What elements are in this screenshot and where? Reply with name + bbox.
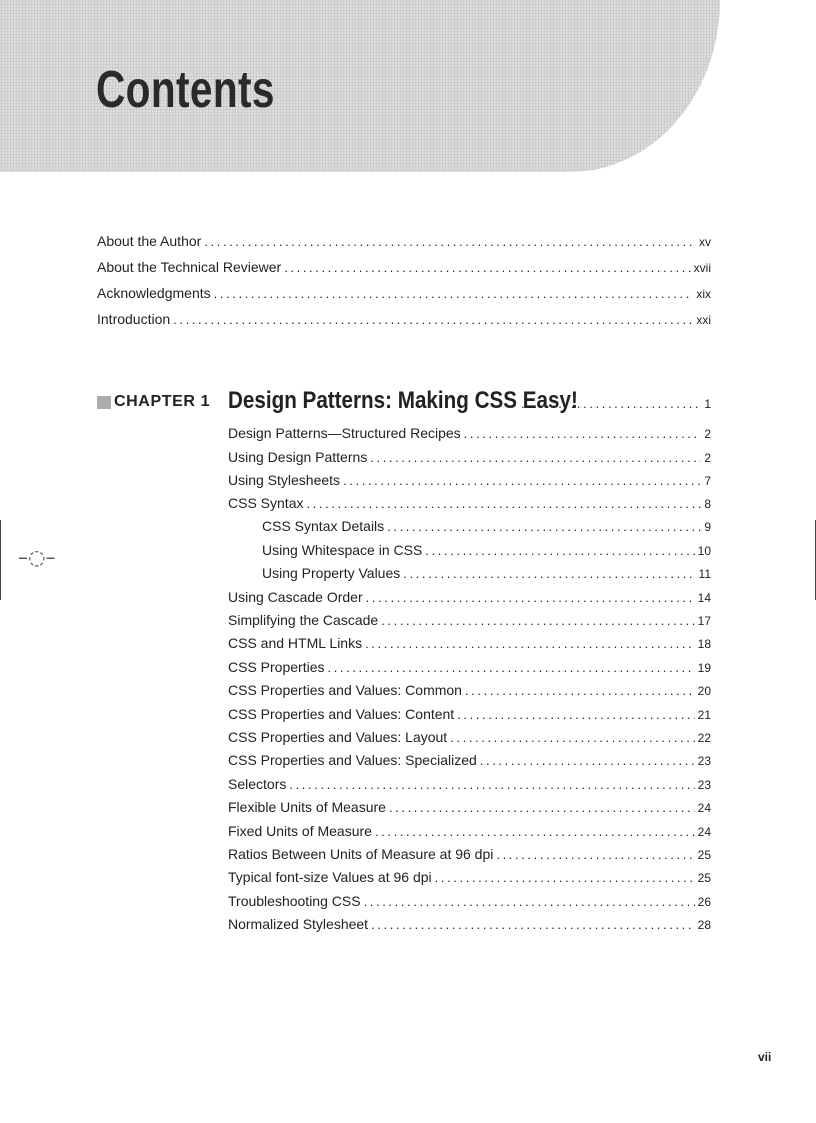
toc-entry-page: 14 (697, 591, 711, 605)
toc-entry-title: Using Stylesheets (228, 472, 341, 488)
toc-entry-page: 28 (697, 918, 711, 932)
toc-entry-title: Ratios Between Units of Measure at 96 dpi (228, 846, 494, 862)
dot-leader (389, 800, 695, 815)
margin-line-left (0, 520, 1, 600)
dot-leader (371, 917, 695, 932)
toc-entry-page: 21 (697, 708, 711, 722)
toc-entry[interactable] (228, 916, 711, 932)
dot-leader (450, 730, 694, 745)
toc-entry[interactable] (228, 823, 711, 839)
dot-leader (435, 870, 695, 885)
toc-entry-title: CSS Properties and Values: Common (228, 682, 462, 698)
chapter-page: 1 (704, 397, 711, 411)
toc-entry-page: xix (696, 287, 711, 301)
page-number: vii (758, 1050, 772, 1064)
toc-subentry[interactable] (262, 518, 711, 534)
toc-entry-page: 23 (697, 778, 711, 792)
toc-entry-title: Fixed Units of Measure (228, 823, 372, 839)
toc-entry-title: Simplifying the Cascade (228, 612, 379, 628)
toc-entry[interactable] (228, 449, 711, 465)
dot-leader (204, 234, 696, 249)
dot-leader (343, 473, 701, 488)
registration-mark-icon: –◌– (18, 545, 56, 569)
toc-entry[interactable] (97, 311, 711, 327)
toc-entry-title: Using Design Patterns (228, 449, 368, 465)
toc-entry[interactable] (228, 472, 711, 488)
toc-entry[interactable] (228, 612, 711, 628)
toc-entry-page: xv (699, 235, 711, 249)
chapter-title: Design Patterns: Making CSS Easy! (228, 387, 578, 414)
toc-entry-page: xxi (696, 313, 711, 327)
dot-leader (375, 824, 695, 839)
toc-entry-title: CSS Properties (228, 659, 325, 675)
toc-entry-title: CSS Properties and Values: Layout (228, 729, 448, 745)
dot-leader (425, 543, 694, 558)
toc-entry-page: 26 (697, 895, 711, 909)
toc-entry[interactable] (228, 635, 711, 651)
dot-leader (464, 426, 702, 441)
toc-entry-title: Typical font-size Values at 96 dpi (228, 869, 432, 885)
toc-subentry[interactable] (262, 542, 711, 558)
toc-entry-title: About the Author (97, 233, 202, 249)
dot-leader (403, 566, 695, 581)
toc-entry-title: CSS Syntax (228, 495, 304, 511)
dot-leader (214, 286, 694, 301)
toc-entry-page: xvii (693, 261, 711, 275)
toc-entry[interactable] (228, 846, 711, 862)
toc-entry-page: 25 (697, 871, 711, 885)
toc-entry[interactable] (97, 259, 711, 275)
toc-entry[interactable] (228, 776, 711, 792)
toc-entry-page: 22 (697, 731, 711, 745)
toc-entry-title: About the Technical Reviewer (97, 259, 282, 275)
toc-entry[interactable] (228, 729, 711, 745)
toc-entry-page: 9 (704, 520, 711, 534)
chapter-title-entry[interactable] (228, 387, 711, 415)
toc-entry[interactable] (228, 752, 711, 768)
chapter-number: CHAPTER 1 (114, 393, 211, 410)
toc-entry-page: 24 (697, 825, 711, 839)
toc-entry-page: 11 (698, 567, 711, 581)
dot-leader (387, 519, 701, 534)
toc-entry-page: 19 (697, 661, 711, 675)
dot-leader (365, 636, 695, 651)
toc-entry-title: Using Whitespace in CSS (262, 542, 423, 558)
dot-leader (306, 496, 701, 511)
toc-entry[interactable] (228, 659, 711, 675)
dot-leader (480, 753, 695, 768)
page-title: Contents (96, 61, 275, 119)
toc-entry-page: 2 (704, 451, 711, 465)
dot-leader (457, 707, 694, 722)
toc-entry-page: 7 (704, 474, 711, 488)
toc-entry-title: Flexible Units of Measure (228, 799, 386, 815)
toc-entry-page: 24 (697, 801, 711, 815)
dot-leader (370, 450, 701, 465)
toc-entry[interactable] (97, 233, 711, 249)
dot-leader (284, 260, 690, 275)
toc-entry-title: Normalized Stylesheet (228, 916, 369, 932)
toc-entry-title: CSS Properties and Values: Specialized (228, 752, 477, 768)
toc-entry-title: Design Patterns—Structured Recipes (228, 425, 461, 441)
toc-entry[interactable] (228, 893, 711, 909)
dot-leader (173, 312, 693, 327)
toc-entry-page: 23 (697, 754, 711, 768)
toc-entry[interactable] (228, 799, 711, 815)
toc-entry[interactable] (228, 495, 711, 511)
toc-entry[interactable] (97, 285, 711, 301)
dot-leader (289, 777, 694, 792)
toc-entry-page: 20 (697, 684, 711, 698)
chapter-label (97, 393, 210, 411)
dot-leader (381, 613, 694, 628)
toc-entry[interactable] (228, 425, 711, 441)
toc-entry[interactable] (228, 682, 711, 698)
toc-entry-page: 25 (697, 848, 711, 862)
toc-entry-title: Using Property Values (262, 565, 401, 581)
toc-entry-title: CSS and HTML Links (228, 635, 363, 651)
dot-leader (366, 590, 695, 605)
toc-entry[interactable] (228, 706, 711, 722)
toc-entry-title: Selectors (228, 776, 287, 792)
dot-leader (327, 660, 694, 675)
dot-leader (496, 847, 694, 862)
toc-entry-title: CSS Properties and Values: Content (228, 706, 455, 722)
toc-entry[interactable] (228, 589, 711, 605)
toc-entry-page: 17 (697, 614, 711, 628)
toc-entry-page: 2 (704, 427, 711, 441)
toc-entry-title: Introduction (97, 311, 171, 327)
dot-leader (364, 894, 695, 909)
toc-entry-title: Acknowledgments (97, 285, 211, 301)
chapter-marker-icon (97, 396, 111, 409)
toc-entry[interactable] (228, 869, 711, 885)
toc-entry-page: 18 (697, 637, 711, 651)
toc-entry-title: CSS Syntax Details (262, 518, 385, 534)
toc-entry-page: 10 (697, 544, 711, 558)
dot-leader (465, 683, 695, 698)
toc-entry-title: Troubleshooting CSS (228, 893, 361, 909)
toc-entry-title: Using Cascade Order (228, 589, 363, 605)
toc-subentry[interactable] (262, 565, 711, 581)
toc-entry-page: 8 (704, 497, 711, 511)
